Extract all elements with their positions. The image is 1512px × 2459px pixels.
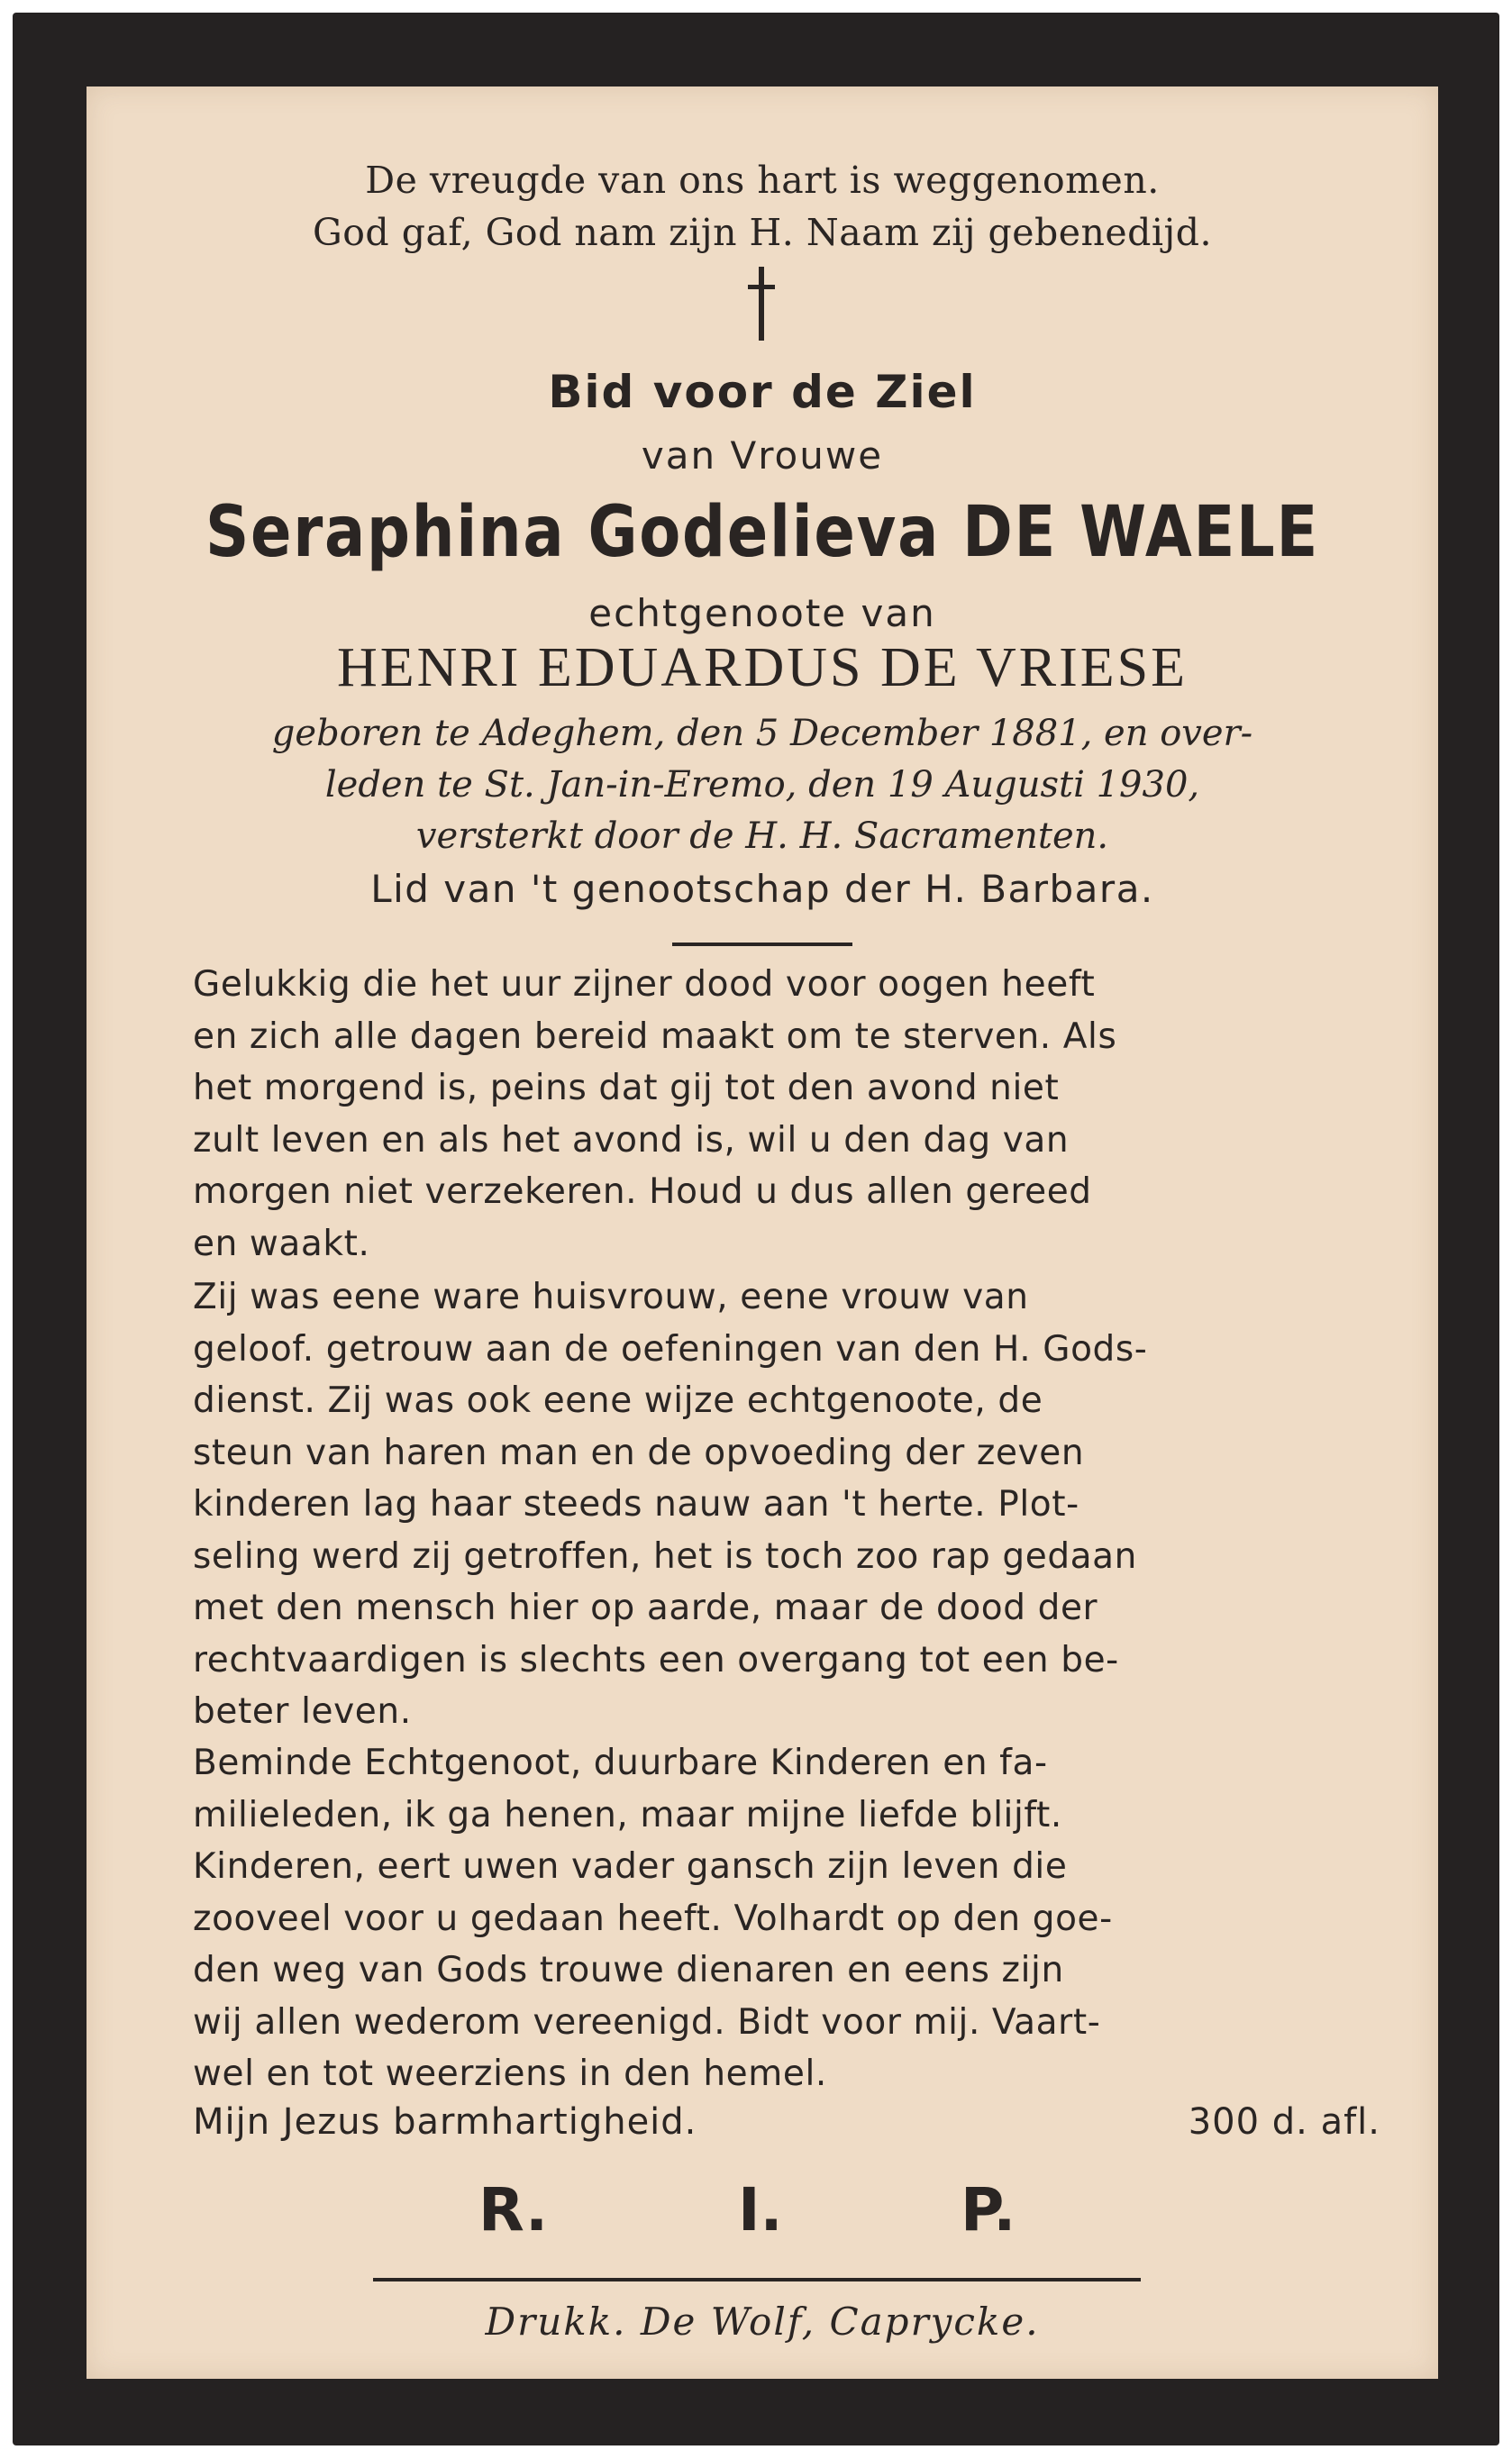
- indulgence-prayer: Mijn Jezus barmhartigheid.: [193, 2101, 697, 2143]
- paragraph-1: [193, 959, 1380, 1270]
- paragraph-line: beter leven.: [193, 1691, 412, 1732]
- husband-name: HENRI EDUARDUS DE VRIESE: [336, 637, 1189, 698]
- paragraph-line: morgen niet verzekeren. Houd u dus allen gereed: [193, 1171, 1092, 1212]
- deceased-name: Seraphina Godelieva DE WAELE: [205, 492, 1320, 573]
- motto-line-1: De vreugde van ons hart is weggenomen.: [365, 159, 1160, 202]
- title-prefix: van Vrouwe: [641, 433, 884, 478]
- paragraph-line: Gelukkig die het uur zijner dood voor oogen heeft: [193, 964, 1096, 1005]
- prayer-heading: Bid voor de Ziel: [548, 366, 977, 418]
- paragraph-line: rechtvaardigen is slechts een overgang tot een be-: [193, 1639, 1119, 1680]
- memorial-card: [87, 87, 1438, 2379]
- bio-line-2: leden te St. Jan-in-Eremo, den 19 Augusti 1930,: [324, 764, 1200, 806]
- spouse-relation: echtgenoote van: [588, 591, 936, 635]
- paragraph-line: en waakt.: [193, 1223, 370, 1264]
- paragraph-line: steun van haren man en de opvoeding der zeven: [193, 1432, 1085, 1473]
- indulgence-days: 300 d. afl.: [1188, 2101, 1380, 2143]
- paragraph-line: Beminde Echtgenoot, duurbare Kinderen en fa-: [193, 1743, 1048, 1783]
- paragraph-line: Kinderen, eert uwen vader gansch zijn leven die: [193, 1846, 1068, 1887]
- paragraph-line: wij allen wederom vereenigd. Bidt voor mij. Vaart-: [193, 2001, 1101, 2043]
- rip-p: P.: [961, 2175, 1016, 2245]
- paragraph-line: milieleden, ik ga henen, maar mijne liefde blijft.: [193, 1794, 1062, 1835]
- bio-line-3: versterkt door de H. H. Sacramenten.: [415, 815, 1109, 857]
- footer-divider: [373, 2278, 1141, 2281]
- paragraph-line: seling werd zij getroffen, het is toch zoo rap gedaan: [193, 1535, 1137, 1577]
- rip-i: I.: [738, 2175, 783, 2245]
- divider: [672, 943, 852, 946]
- paragraph-line: kinderen lag haar steeds nauw aan 't herte. Plot-: [193, 1484, 1079, 1525]
- paragraph-line: Zij was eene ware huisvrouw, eene vrouw van: [193, 1277, 1029, 1317]
- rip-r: R.: [478, 2175, 549, 2245]
- paragraph-line: dienst. Zij was ook eene wijze echtgenoote, de: [193, 1380, 1043, 1421]
- cross-icon: [748, 267, 775, 341]
- bio-line-1: geboren te Adeghem, den 5 December 1881, en over-: [271, 713, 1253, 754]
- paragraph-line: zooveel voor u gedaan heeft. Volhardt op den goe-: [193, 1898, 1113, 1939]
- paragraph-line: wel en tot weerziens in den hemel.: [193, 2054, 827, 2094]
- paragraph-line: den weg van Gods trouwe dienaren en eens zijn: [193, 1950, 1064, 1990]
- printer-credit: Drukk. De Wolf, Caprycke.: [485, 2300, 1040, 2344]
- memorial-card-border: [13, 13, 1499, 2445]
- paragraph-line: het morgend is, peins dat gij tot den avond niet: [193, 1068, 1060, 1108]
- paragraph-line: zult leven en als het avond is, wil u den dag van: [193, 1119, 1070, 1161]
- motto-line-2: God gaf, God nam zijn H. Naam zij gebenedijd.: [312, 211, 1212, 254]
- paragraph-line: geloof. getrouw aan de oefeningen van den H. Gods-: [193, 1328, 1148, 1370]
- paragraph-3: [193, 1737, 1380, 2100]
- paragraph-2: [193, 1271, 1380, 1738]
- membership-line: Lid van 't genootschap der H. Barbara.: [370, 867, 1154, 911]
- paragraph-line: met den mensch hier op aarde, maar de dood der: [193, 1588, 1098, 1628]
- paragraph-line: en zich alle dagen bereid maakt om te sterven. Als: [193, 1015, 1117, 1057]
